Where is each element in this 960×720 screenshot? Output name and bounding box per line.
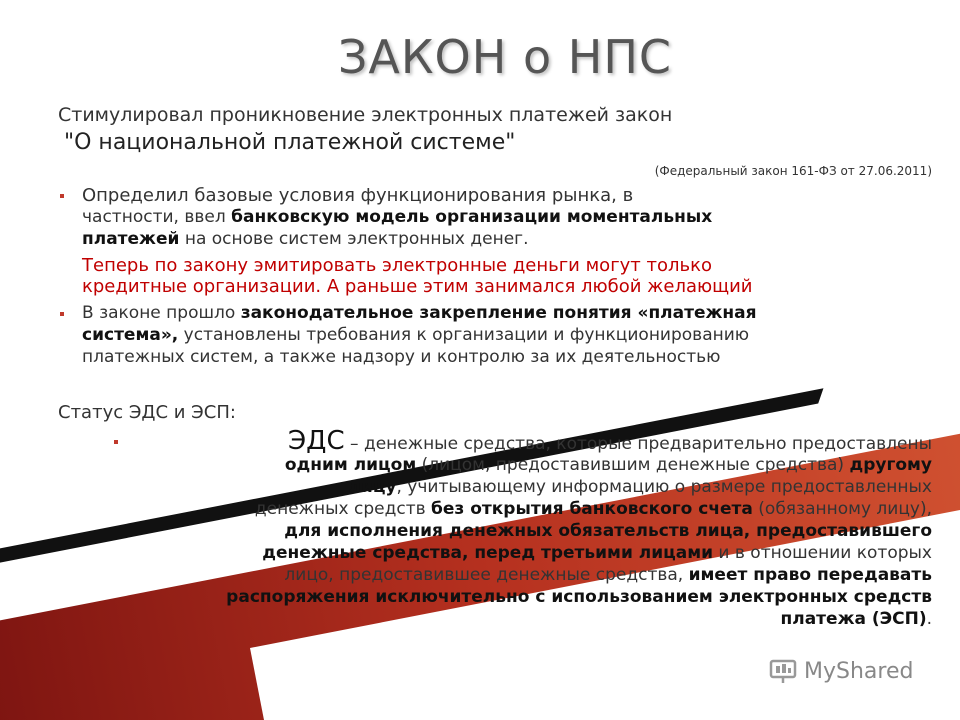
bullet-2-line-2: система», установлены требования к организации и функционированию [82,325,750,345]
status-line-8: распоряжения исключительно с использованием электронных средств [226,587,932,607]
bullet-2-marker [60,312,64,316]
slide-title: ЗАКОН о НПС [337,30,673,84]
status-line-3: лицу, учитывающему информацию о размере предоставленных [348,477,932,497]
status-line-9: платежа (ЭСП). [780,609,932,629]
bullet-1-marker [60,194,64,198]
myshared-logo [768,656,913,686]
bullet-1-line-1: Определил базовые условия функционирования рынка, в [82,185,634,206]
intro-law-name: "О национальной платежной системе" [64,130,516,155]
bullet-2-line-3: платежных систем, а также надзору и контролю за их деятельностью [82,347,721,367]
status-line-1: ЭДС – денежные средства, которые предварительно предоставлены [288,426,932,456]
presentation-icon [768,656,798,686]
logo-text: MyShared [804,658,914,684]
status-line-2: одним лицом (лицом, предоставившим денежные средства) другому [284,455,932,475]
bullet-1-note-line-2: кредитные организации. А раньше этим занимался любой желающий [82,276,753,297]
intro-law-reference: (Федеральный закон 161-ФЗ от 27.06.2011) [654,164,932,178]
status-line-6: денежные средства, перед третьими лицами и в отношении которых [262,543,932,563]
status-heading: Статус ЭДС и ЭСП: [58,402,236,423]
bullet-1-line-2: частности, ввел банковскую модель организации моментальных [82,207,713,227]
intro-line-1: Стимулировал проникновение электронных платежей закон [58,104,673,126]
status-line-5: для исполнения денежных обязательств лица, предоставившего [284,521,932,541]
status-line-7: лицо, предоставившее денежные средства, имеет право передавать [284,565,932,585]
bullet-1-note-line-1: Теперь по закону эмитировать электронные деньги могут только [82,255,713,276]
bullet-1-line-3: платежей на основе систем электронных денег. [82,229,529,249]
bullet-2-line-1: В законе прошло законодательное закрепление понятия «платежная [82,303,757,323]
status-line-4: денежных средств без открытия банковского счета (обязанному лицу), [254,499,932,519]
